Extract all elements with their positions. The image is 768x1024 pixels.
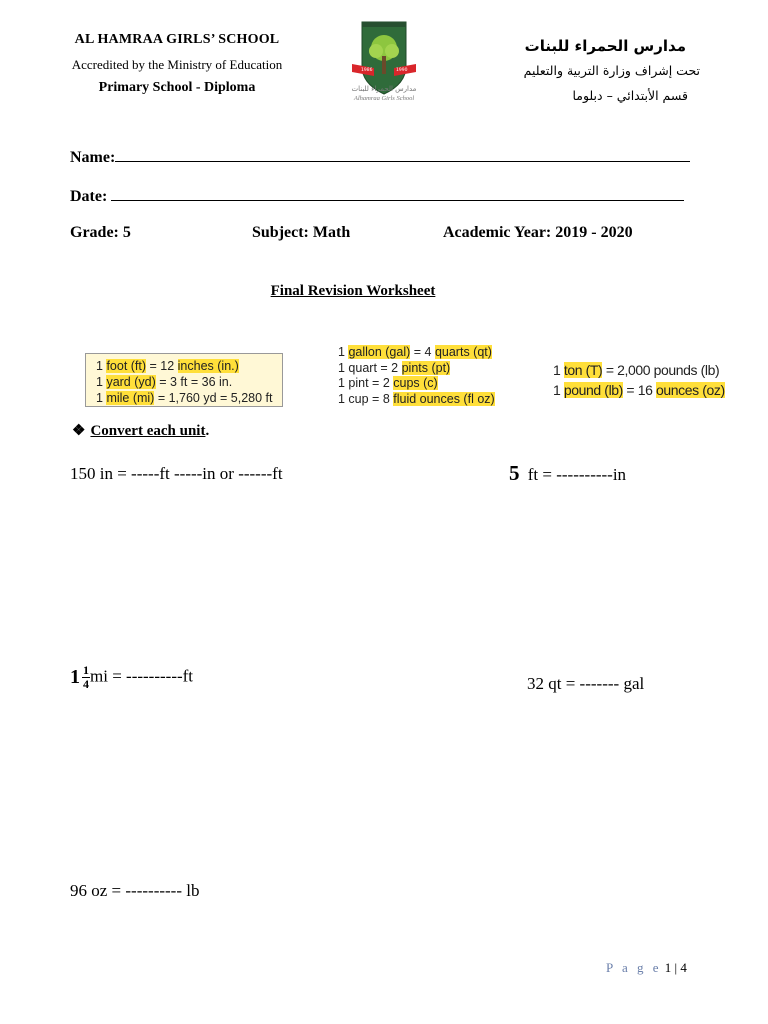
capacity-ref-row: 1 cup = 8 fluid ounces (fl oz) [338,391,495,406]
length-ref-row: 1 yard (yd) = 3 ft = 36 in. [96,375,233,389]
fraction-numerator: 1 [83,663,89,677]
weight-reference [553,360,725,400]
subject-label: Subject: Math [252,224,351,241]
logo-badge-left: 1986 [361,68,373,73]
capacity-reference [338,345,495,407]
academic-year-label: Academic Year: 2019 - 2020 [443,224,633,241]
name-field [70,146,690,167]
problem-quarts-to-gallons: 32 qt = ------- gal [527,674,645,693]
capacity-ref-row: 1 gallon (gal) = 4 quarts (qt) [338,345,492,359]
department-ar: قسم الأبتدائي – دبلوما [572,88,688,103]
problem-value: 5 [509,461,520,485]
length-ref-row: 1 mile (mi) = 1,760 yd = 5,280 ft [96,391,273,405]
fraction-denominator: 4 [83,677,89,691]
problem-miles-to-feet [70,664,193,691]
page-number [606,960,687,976]
capacity-ref-row: 1 quart = 2 pints (pt) [338,360,451,375]
length-ref-row: 1 foot (ft) = 12 inches (in.) [96,359,239,373]
mixed-number [70,664,90,691]
problem-text: ft = ----------in [523,465,627,484]
instruction-text: Convert each unit [90,423,206,439]
diamond-bullet-icon: ❖ [72,423,86,439]
logo-caption-en: Alhamraa Girls School [353,95,415,102]
problem-inches-to-feet: 150 in = -----ft -----in or ------ft [70,464,283,483]
date-field [70,185,684,206]
mixed-whole: 1 [70,666,80,688]
accreditation-ar: تحت إشراف وزارة التربية والتعليم [523,63,700,78]
weight-ref-row: 1 pound (lb) = 16 ounces (oz) [553,382,725,398]
date-label: Date: [70,188,108,205]
school-name-en: AL HAMRAA GIRLS’ SCHOOL [74,32,280,47]
logo-badge-right: 1990 [396,68,408,73]
problem-feet-to-inches [509,461,626,486]
fraction [82,664,90,691]
accreditation-en: Accredited by the Ministry of Education [71,57,283,72]
problem-ounces-to-pounds: 96 oz = ---------- lb [70,881,200,900]
instruction-suffix: . [205,423,210,439]
page-label: P a g e [606,960,662,975]
worksheet-title: Final Revision Worksheet [270,283,436,299]
instruction [72,421,209,440]
capacity-ref-row: 1 pint = 2 cups (c) [338,376,438,390]
problem-text: mi = ----------ft [90,666,194,686]
length-reference [85,353,283,407]
department-en: Primary School - Diploma [98,80,256,95]
grade-label: Grade: 5 [70,224,131,241]
name-label: Name: [70,149,116,166]
name-input-line[interactable] [115,146,690,162]
school-name-ar: مدارس الحمراء للبنات [524,37,686,55]
date-input-line[interactable] [111,185,684,201]
logo-caption-ar: مدارس الحمراء للبنات [351,85,417,93]
weight-ref-row: 1 ton (T) = 2,000 pounds (lb) [553,362,720,378]
page-value: 1 | 4 [661,960,687,975]
